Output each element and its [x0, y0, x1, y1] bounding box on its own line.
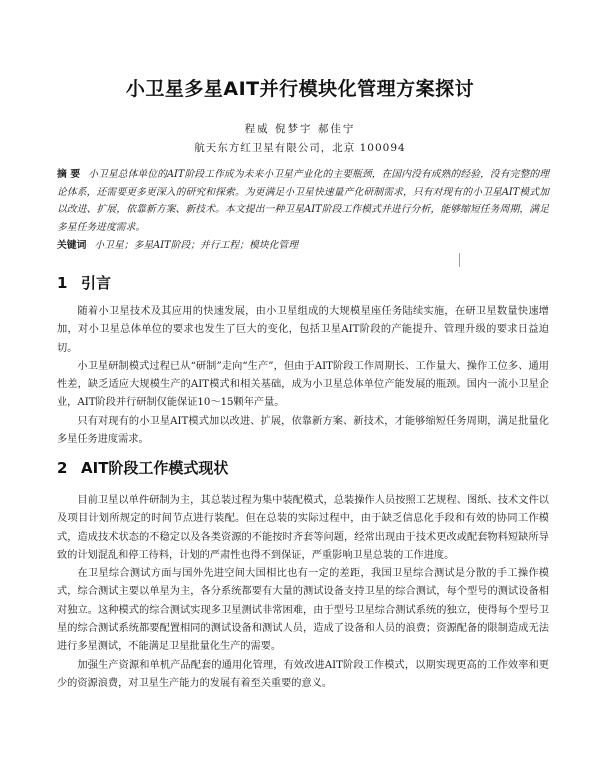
section-1-body: [57, 303, 549, 449]
section-2-body: [57, 492, 549, 693]
abstract: [57, 166, 549, 236]
paragraph: 加强生产资源和单机产品配套的通用化管理，有效改进AIT阶段工作模式，以期实现更高的工作效率和更少的资源浪费，对卫星生产能力的发展有着至关重要的意义。: [57, 659, 549, 689]
section-number: 1: [57, 274, 68, 292]
keywords: [57, 237, 549, 254]
paragraph: 目前卫星以单件研制为主，其总装过程为集中装配模式，总装操作人员按照工艺规程、图纸、技术文件以及项目计划所规定的时间节点进行装配。但在总装的实际过程中，由于缺乏信息化手段和有效的协同工作模式，造成技术状态的不稳定以及各类资源的不能按时齐套等问题，经常出现由于技术更改或配套物料短缺所导致的计划混乱和停工待料，计划的严肃性也得不到保证，严重影响卫星总装的工作进度。: [57, 495, 549, 561]
section-title: 引言: [81, 274, 112, 292]
paragraph: 只有对现有的小卫星AIT模式加以改进、扩展，依靠新方案、新技术，才能够缩短任务周期，满足批量化多星任务进度需求。: [57, 415, 549, 446]
affiliation: 航天东方红卫星有限公司，北京 100094: [194, 142, 406, 154]
paragraph: 在卫星综合测试方面与国外先进空间大国相比也有一定的差距，我国卫星综合测试是分散的手工操作模式，综合测试主要以单星为主，各分系统都要有大量的测试设备支持卫星的综合测试，每个型号的测试设备相对独立。这种模式的综合测试实现多卫星测试非常困难，由于型号卫星综合测试系统的独立，使得每个型号卫星的综合测试系统都要配置相同的测试设备和测试人员，造成了设备和人员的浪费；资源配备的限制造成无法进行多星测试，不能满足卫星批量化生产的需要。: [57, 568, 549, 653]
section-heading-1: [57, 272, 111, 293]
section-heading-2: [57, 457, 228, 478]
author-list: 程威 倪梦宇 郝佳宁: [244, 123, 356, 135]
vertical-rule: [459, 253, 460, 267]
section-number: 2: [57, 459, 68, 477]
keywords-label: 关键词: [57, 240, 87, 251]
keywords-text: 小卫星；多星AIT阶段；并行工程；模块化管理: [94, 240, 299, 251]
abstract-label: 摘 要: [57, 169, 81, 180]
paper-title: 小卫星多星AIT并行模块化管理方案探讨: [125, 78, 475, 100]
paragraph: 随着小卫星技术及其应用的快速发展，由小卫星组成的大规模星座任务陆续实施，在研卫星数量快速增加，对小卫星总体单位的要求也发生了巨大的变化，包括卫星AIT阶段的产能提升、管理升级的要求日益迫切。: [57, 306, 549, 354]
abstract-text: 小卫星总体单位的AIT阶段工作成为未来小卫星产业化的主要瓶颈，在国内没有成熟的经验，没有完整的理论体系，还需要更多更深入的研究和探索。为更满足小卫星快速量产化研制需求，只有对现有的小卫星AIT模式加以改进、扩展，依靠新方案、新技术。本文提出一种卫星AIT阶段工作模式并进行分析，能够缩短任务周期，满足多星任务进度需求。: [57, 169, 549, 233]
paragraph: 小卫星研制模式过程已从“研制”走向“生产”，但由于AIT阶段工作周期长、工作量大、操作工位多、通用性差，缺乏适应大规模生产的AIT模式和相关基础，成为小卫星总体单位产能发展的瓶颈。国内一流小卫星企业，AIT阶段并行研制仅能保证10～15颗年产量。: [57, 360, 549, 409]
section-title: AIT阶段工作模式现状: [81, 459, 229, 477]
